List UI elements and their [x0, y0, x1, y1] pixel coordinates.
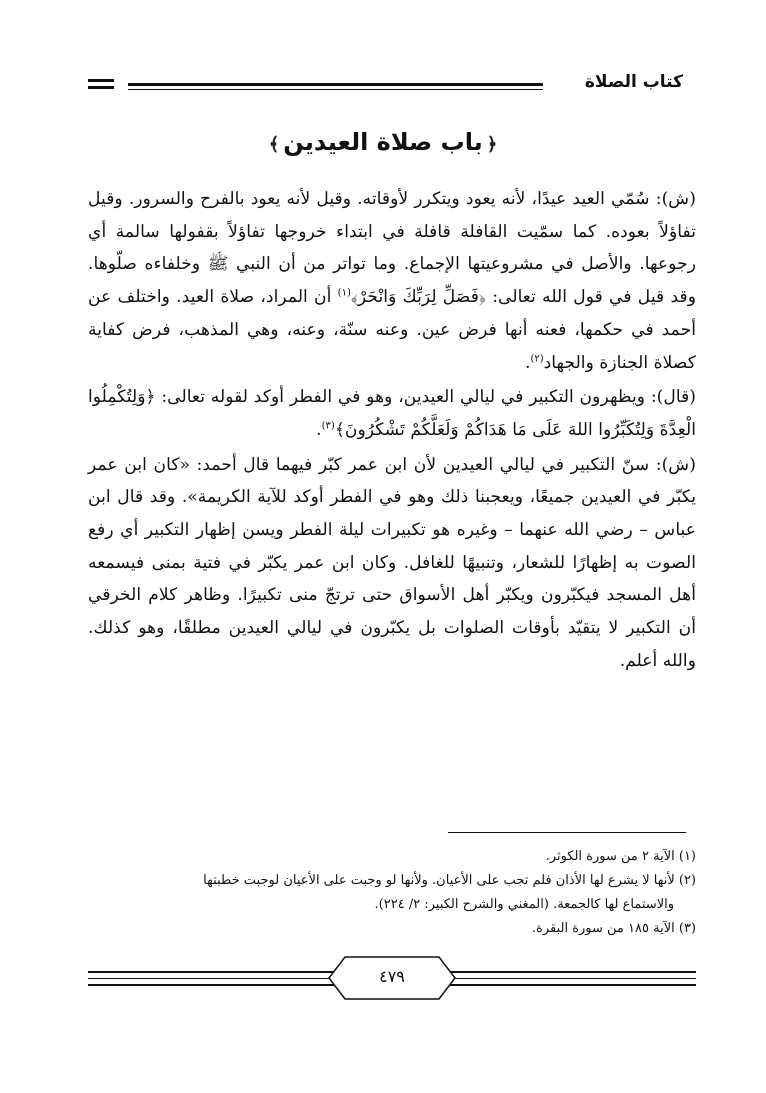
header-rule: [128, 83, 543, 86]
footnote: (١) الآية ٢ من سورة الكوثر.: [545, 849, 696, 864]
ornament-bracket-right: ﴿: [486, 134, 498, 155]
footnote: (٢) لأنها لا يشرع لها الأذان فلم تجب على الأعيان. ولأنها لو وجبت على الأعيان لوجبت خطبتها: [203, 873, 696, 888]
header-rule-thin: [128, 89, 543, 90]
footnote: (٣) الآية ١٨٥ من سورة البقرة.: [531, 921, 696, 936]
footnote-ref: (٢): [530, 352, 544, 364]
header-title: كتاب الصلاة: [584, 72, 683, 92]
footnote-continuation: والاستماع لها كالجمعة. (المغني والشرح الكبير: ٢/ ٢٢٤).: [374, 897, 674, 912]
running-header: [88, 70, 683, 98]
paragraph-end: .: [525, 352, 531, 373]
footnote-ref: (٣): [321, 420, 335, 432]
paragraph: [88, 183, 696, 379]
paragraph-text: (ش): سنّ التكبير في ليالي العيدين لأن ابن عمر كبّر فيهما قال أحمد: «كان ابن عمر يكبّر في العيدين جميعًا، ويعجبنا ذلك وهو في الفطر أوكد للآية الكريمة». وقد قال ابن عباس – رضي الله عنهما – وغيره هو تكبيرات ليلة الفطر ويسن إظهار التكبير أي رفع الصوت به إظهارًا للشعار، وتنبيهًا للغافل. وكان ابن عمر يكبّر في فتية بمنى فيسمعه أهل المسجد فيكبّرون ويكبّر أهل الأسواق حتى ترتجّ منى تكبيرًا. وظاهر كلام الخرقي أن التكبير لا يتقيّد بأوقات الصلوات بل يكبّرون في ليالي العيدين مطلقًا، وهو كذلك. والله أعلم.: [88, 454, 696, 671]
chapter-title-text: باب صلاة العيدين: [283, 128, 483, 156]
body-text: [88, 183, 696, 678]
paragraph-text: (قال): ويظهرون التكبير في ليالي العيدين، وهو في الفطر أوكد لقوله تعالى: ﴿وَلِتُكْمِلُوا الْعِدَّةَ وَلِتُكَبِّرُوا اللهَ عَلَى مَا هَدَاكُمْ وَلَعَلَّكُمْ تَشْكُرُونَ﴾: [88, 387, 696, 440]
paragraph-text: (ش): سُمّي العيد عيدًا، لأنه يعود ويتكرر لأوقاته. وقيل لأنه يعود بالفرح والسرور. وقيل تفاؤلاً بعوده. كما سمّيت القافلة قافلة في ابتداء خروجها تفاؤلاً بقفولها سالمة أي رجوعها. والأصل في مشروعيتها الإجماع. وما تواتر من أن النبي ﷺ وخلفاءه صلّوها. وقد قيل في قول الله تعالى: ﴿فَصَلِّ لِرَبِّكَ وَانْحَرْ﴾: [88, 189, 696, 308]
chapter-title: [0, 128, 766, 156]
footnote-ref: (١): [337, 287, 351, 299]
paragraph-text: أن المراد، صلاة العيد. واختلف عن أحمد في حكمها، فعنه أنها فرض عين. وعنه سنّة، وعنه، وهي المذهب، فرض كفاية كصلاة الجنازة والجهاد: [88, 287, 696, 373]
paragraph: [88, 381, 696, 446]
paragraph-end: .: [316, 419, 322, 440]
footnote-separator: [448, 832, 686, 833]
page-number-badge: [327, 955, 457, 1001]
header-mark: [88, 86, 114, 89]
paragraph: [88, 449, 696, 678]
header-mark: [88, 79, 114, 82]
footnotes: [88, 845, 696, 941]
page-number: ٤٧٩: [379, 967, 405, 986]
page-footer: [88, 955, 696, 1005]
ornament-bracket-left: ﴾: [268, 134, 280, 155]
